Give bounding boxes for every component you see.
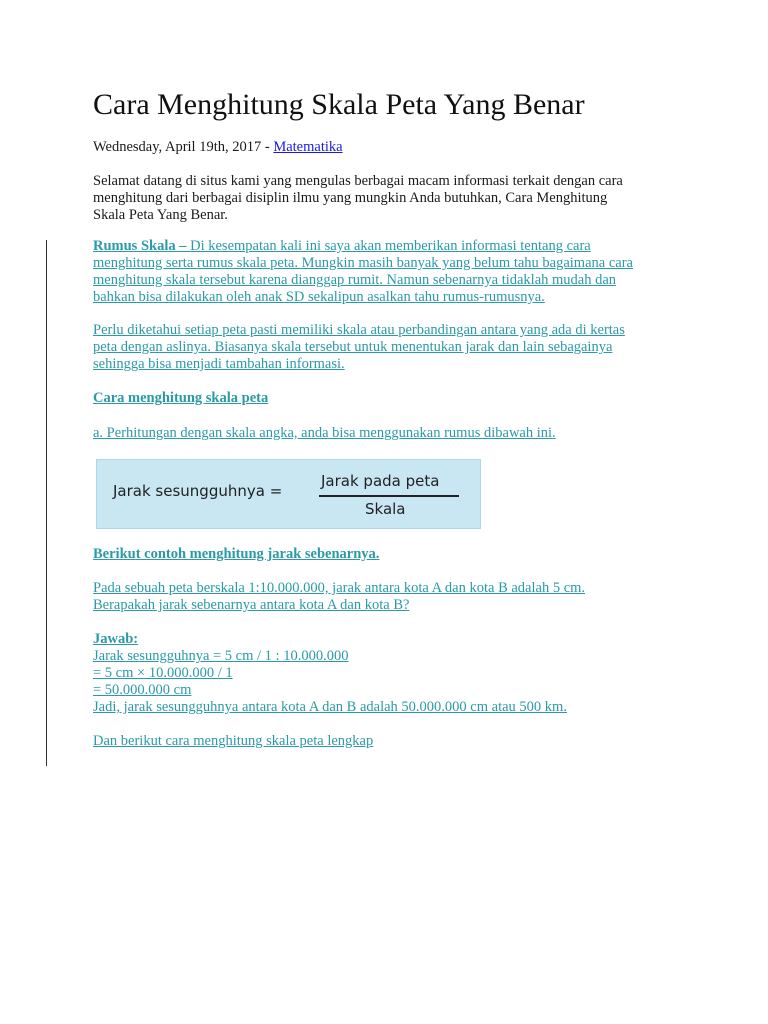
paragraph-line[interactable]	[93, 238, 693, 255]
rumus-skala-paragraph	[93, 238, 693, 306]
article-meta	[93, 139, 343, 155]
intro-paragraph	[93, 173, 693, 224]
step-a-link[interactable]: a. Perhitungan dengan skala angka, anda bisa menggunakan rumus dibawah ini.	[93, 425, 556, 441]
step-a	[93, 425, 693, 442]
paragraph-line[interactable]: sehingga bisa menjadi tambahan informasi.	[93, 356, 345, 372]
intro-line: Skala Peta Yang Benar.	[93, 207, 228, 223]
article-date: Wednesday, April 19th, 2017 -	[93, 139, 274, 155]
paragraph-line[interactable]: peta dengan aslinya. Biasanya skala tersebut untuk menentukan jarak dan lain sebagainya	[93, 339, 613, 355]
answer-label[interactable]: Jawab:	[93, 631, 139, 647]
formula-image	[96, 459, 481, 529]
rumus-skala-lead[interactable]: Rumus Skala –	[93, 238, 191, 254]
answer-line[interactable]: = 50.000.000 cm	[93, 682, 192, 698]
calc-heading	[93, 390, 693, 407]
answer-line[interactable]: Jadi, jarak sesungguhnya antara kota A dan B adalah 50.000.000 cm atau 500 km.	[93, 699, 567, 715]
category-link[interactable]: Matematika	[273, 139, 343, 155]
formula-numerator: Jarak pada peta	[321, 472, 440, 490]
question-line[interactable]: Pada sebuah peta berskala 1:10.000.000, jarak antara kota A dan kota B adalah 5 cm.	[93, 580, 586, 596]
closing-paragraph	[93, 733, 693, 750]
closing-link[interactable]: Dan berikut cara menghitung skala peta lengkap	[93, 733, 374, 749]
article-title: Cara Menghitung Skala Peta Yang Benar	[93, 88, 585, 121]
intro-line: Selamat datang di situs kami yang mengulas berbagai macam informasi terkait dengan cara	[93, 173, 623, 189]
question-paragraph	[93, 580, 693, 614]
example-heading-link[interactable]: Berikut contoh menghitung jarak sebenarnya.	[93, 546, 380, 562]
paragraph-line[interactable]: Perlu diketahui setiap peta pasti memiliki skala atau perbandingan antara yang ada di kertas	[93, 322, 625, 338]
paragraph-line[interactable]: menghitung serta rumus skala peta. Mungkin masih banyak yang belum tahu bagaimana cara	[93, 255, 633, 271]
answer-block	[93, 631, 693, 716]
peta-skala-paragraph	[93, 322, 693, 373]
answer-line[interactable]: = 5 cm × 10.000.000 / 1	[93, 665, 233, 681]
paragraph-text[interactable]: Di kesempatan kali ini saya akan memberikan informasi tentang cara	[190, 238, 591, 254]
example-heading	[93, 546, 693, 563]
paragraph-line[interactable]: bahkan bisa dilakukan oleh anak SD sekalipun asalkan tahu rumus-rumusnya.	[93, 289, 545, 305]
answer-line[interactable]: Jarak sesungguhnya = 5 cm / 1 : 10.000.000	[93, 648, 349, 664]
formula-lhs: Jarak sesungguhnya =	[113, 482, 283, 500]
fraction-bar	[319, 495, 459, 497]
calc-heading-link[interactable]: Cara menghitung skala peta	[93, 390, 269, 406]
question-line[interactable]: Berapakah jarak sebenarnya antara kota A dan kota B?	[93, 597, 410, 613]
intro-line: menghitung dari berbagai disiplin ilmu yang mungkin Anda butuhkan, Cara Menghitung	[93, 190, 608, 206]
blockquote-bar	[46, 240, 47, 766]
paragraph-line[interactable]: menghitung skala tersebut karena dianggap rumit. Namun sebenarnya tidaklah mudah dan	[93, 272, 617, 288]
formula-denominator: Skala	[365, 500, 406, 518]
